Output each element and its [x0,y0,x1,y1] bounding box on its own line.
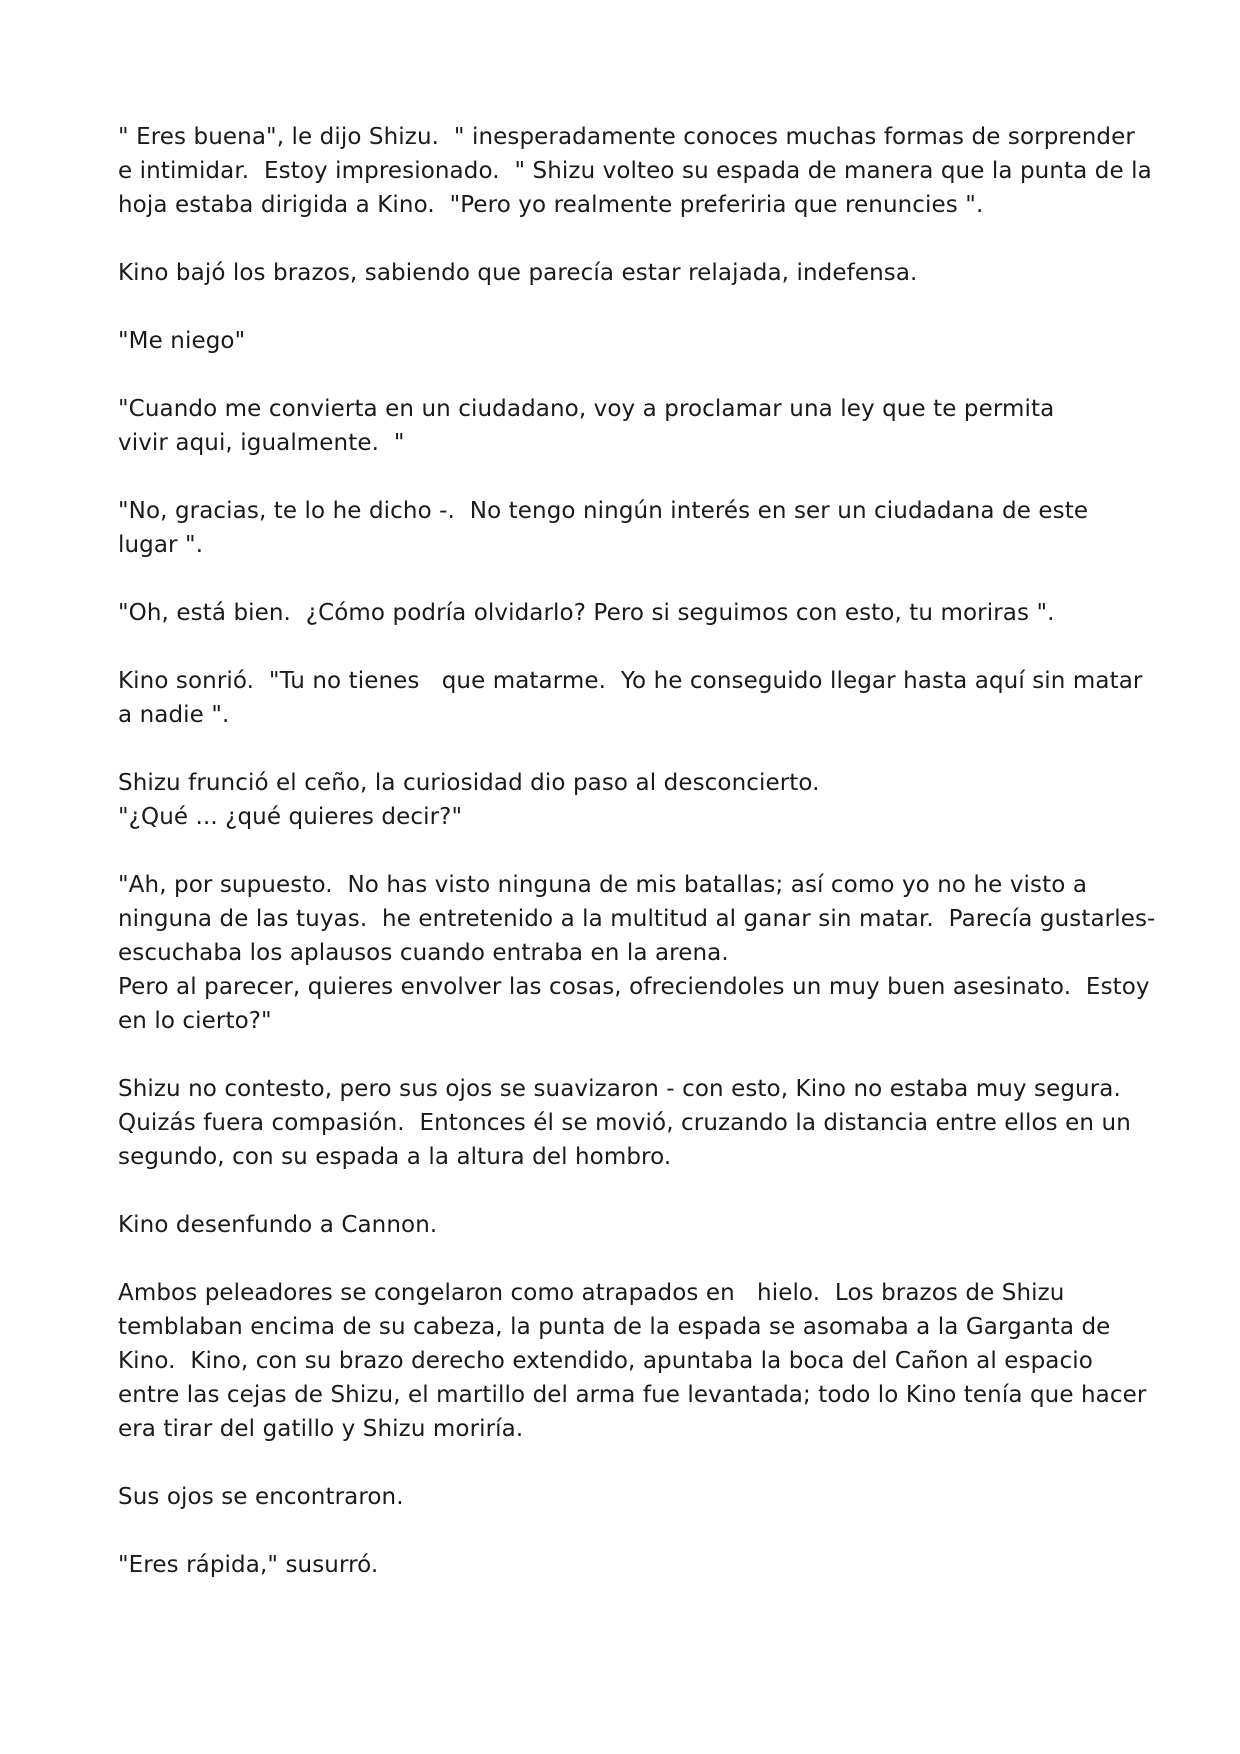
text-line: ninguna de las tuyas. he entretenido a la multitud al ganar sin matar. Parecía gustarles- [118,906,1156,932]
text-line: "Me niego" [118,328,246,354]
text-line: "Eres rápida," susurró. [118,1552,379,1578]
text-line: lugar ". [118,532,204,558]
paragraph [118,392,1138,460]
paragraph [118,1072,1138,1174]
paragraph [118,1208,1138,1242]
text-line: "Ah, por supuesto. No has visto ninguna de mis batallas; así como yo no he visto a [118,872,1088,898]
text-line: Sus ojos se encontraron. [118,1484,404,1510]
paragraph [118,766,1138,834]
text-line: entre las cejas de Shizu, el martillo del arma fue levantada; todo lo Kino tenía que hacer [118,1382,1147,1408]
text-line: Kino desenfundo a Cannon. [118,1212,438,1238]
text-line: escuchaba los aplausos cuando entraba en la arena. [118,940,729,966]
paragraph [118,868,1156,1038]
text-line: e intimidar. Estoy impresionado. " Shizu volteo su espada de manera que la punta de la [118,158,1152,184]
paragraph [118,324,1138,358]
text-line: " Eres buena", le dijo Shizu. " inesperadamente conoces muchas formas de sorprender [118,124,1135,150]
text-line: vivir aqui, igualmente. " [118,430,405,456]
text-line: era tirar del gatillo y Shizu moriría. [118,1416,524,1442]
text-line: Ambos peleadores se congelaron como atrapados en hielo. Los brazos de Shizu [118,1280,1065,1306]
text-line: a nadie ". [118,702,230,728]
text-line: temblaban encima de su cabeza, la punta de la espada se asomaba a la Garganta de [118,1314,1111,1340]
text-line: Kino. Kino, con su brazo derecho extendido, apuntaba la boca del Cañon al espacio [118,1348,1093,1374]
paragraph [118,494,1138,562]
text-line: Quizás fuera compasión. Entonces él se movió, cruzando la distancia entre ellos en un [118,1110,1131,1136]
text-line: Kino sonrió. "Tu no tienes que matarme. Yo he conseguido llegar hasta aquí sin matar [118,668,1143,694]
text-line: "Oh, está bien. ¿Cómo podría olvidarlo? Pero si seguimos con esto, tu moriras ". [118,600,1055,626]
text-line: en lo cierto?" [118,1008,272,1034]
text-line: Shizu frunció el ceño, la curiosidad dio paso al desconcierto. [118,770,820,796]
text-line: segundo, con su espada a la altura del hombro. [118,1144,672,1170]
text-line: hoja estaba dirigida a Kino. "Pero yo realmente preferiria que renuncies ". [118,192,984,218]
text-line: Shizu no contesto, pero sus ojos se suavizaron - con esto, Kino no estaba muy segura. [118,1076,1121,1102]
paragraph [118,664,1143,732]
document-page [118,120,1156,1616]
text-line: "Cuando me convierta en un ciudadano, voy a proclamar una ley que te permita [118,396,1055,422]
text-line: Pero al parecer, quieres envolver las cosas, ofreciendoles un muy buen asesinato. Estoy [118,974,1150,1000]
paragraph [118,1276,1147,1446]
paragraph [118,256,1138,290]
text-line: "¿Qué ... ¿qué quieres decir?" [118,804,463,830]
paragraph [118,596,1138,630]
text-line: Kino bajó los brazos, sabiendo que parecía estar relajada, indefensa. [118,260,918,286]
paragraph [118,1480,1138,1514]
paragraph [118,120,1152,222]
text-line: "No, gracias, te lo he dicho -. No tengo ningún interés en ser un ciudadana de este [118,498,1089,524]
paragraph [118,1548,1138,1582]
